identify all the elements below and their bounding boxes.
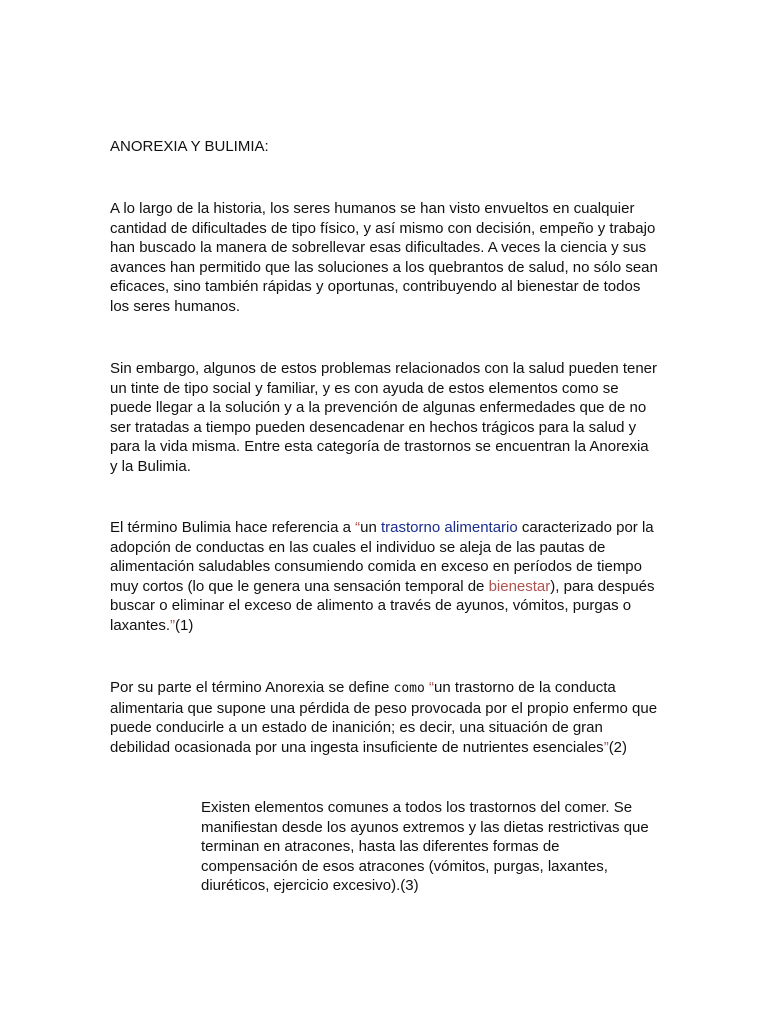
close-quote: ” [170, 616, 176, 634]
paragraph-anorexia [110, 678, 658, 757]
paragraph-bulimia [110, 518, 658, 636]
paragraph-bulimia-text: un [360, 519, 381, 536]
open-quote: “ [355, 519, 361, 536]
link-bienestar[interactable]: bienestar [488, 577, 551, 595]
paragraph-bulimia-text: El término Bulimia hace referencia a [110, 519, 356, 536]
paragraph-anorexia-text: Por su parte el término Anorexia se define [110, 679, 394, 696]
document-title: ANOREXIA Y BULIMIA: [110, 138, 269, 155]
blockquote: Existen elementos comunes a todos los trastornos del comer. Se manifiestan desde los ayunos extremos y las dietas restrictivas que terminan en atracones, hasta las diferentes formas de compensación de esos atracones (vómitos, purgas, laxantes, diuréticos, ejercicio excesivo).(3) [201, 799, 649, 895]
paragraph-anorexia-text: un trastorno de la conducta alimentaria que supone una pérdida de peso provocada por el propio enfermo que puede conducirle a un estado de inanición; es decir, una situación de gran debilidad ocasionada por una ingesta insuficiente de nutrientes esenciales [110, 679, 658, 756]
citation: (2) [608, 738, 628, 756]
paragraph-bulimia-text: ), para después buscar o eliminar el exceso de alimento a través de ayunos, vómitos, purgas o laxantes. [110, 577, 655, 634]
paragraph-intro: A lo largo de la historia, los seres humanos se han visto envueltos en cualquier cantidad de dificultades de tipo físico, y así mismo con decisión, empeño y trabajo han buscado la manera de sobrellevar esas dificultades. A veces la ciencia y sus avances han permitido que las soluciones a los quebrantos de salud, no sólo sean eficaces, sino también rápidas y oportunas, contribuyendo al bienestar de todos los seres humanos. [110, 200, 658, 315]
paragraph-bulimia-text: caracterizado por la adopción de conductas en las cuales el individuo se aleja de las pautas de alimentación saludables consumiendo comida en exceso en períodos de tiempo muy cortos (lo que le genera una sensación temporal de [110, 519, 654, 595]
citation: (1) [175, 616, 194, 634]
word-como: como [393, 681, 425, 696]
link-trastorno-alimentario[interactable]: trastorno alimentario [380, 519, 518, 536]
close-quote: ” [603, 738, 609, 756]
open-quote: “ [424, 679, 434, 696]
paragraph-social: Sin embargo, algunos de estos problemas relacionados con la salud pueden tener un tinte de tipo social y familiar, y es con ayuda de estos elementos como se puede llegar a la solución y a la prevención de algunas enfermedades que de no ser tratadas a tiempo pueden desencadenar en hechos trágicos para la salud y para la vida misma. Entre esta categoría de trastornos se encuentran la Anorexia y la Bulimia. [110, 360, 658, 475]
